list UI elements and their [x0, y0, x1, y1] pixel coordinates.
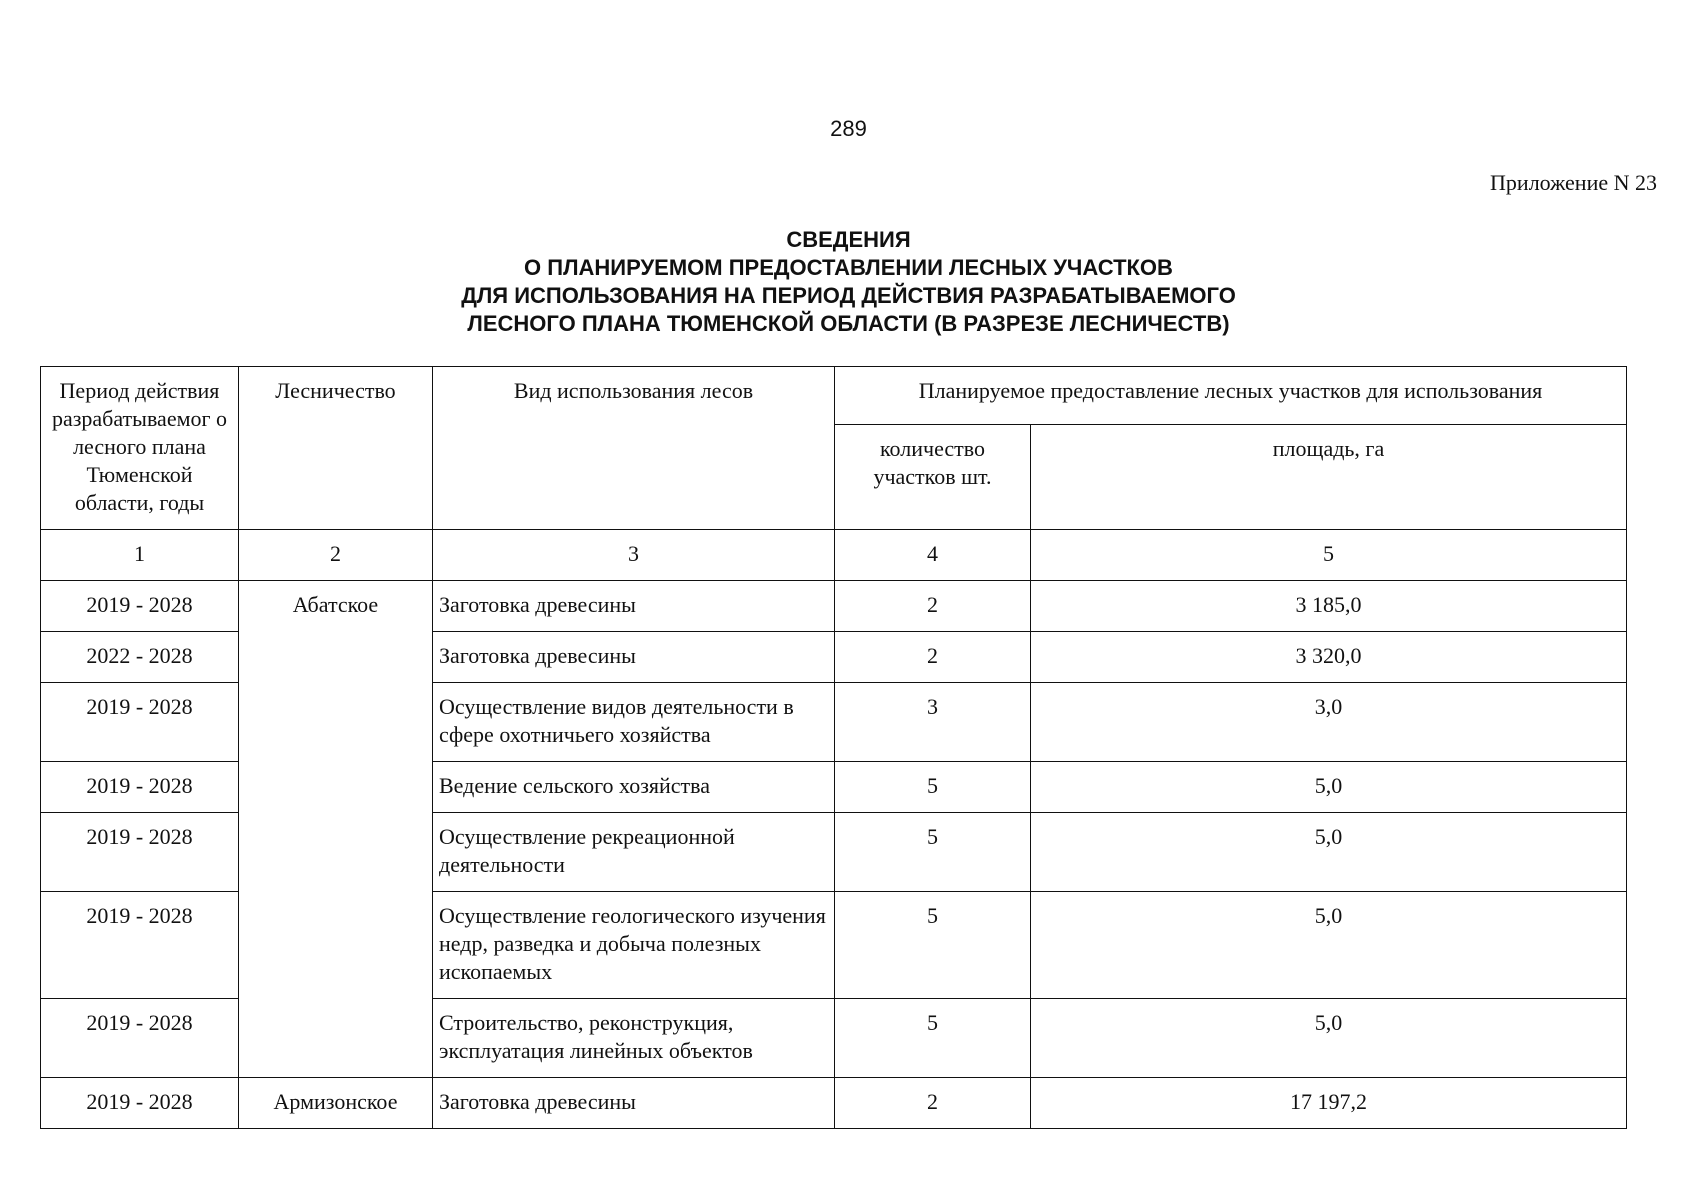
- area-cell: 5,0: [1031, 813, 1627, 892]
- header-count: количество участков шт.: [835, 425, 1031, 530]
- title-line: СВЕДЕНИЯ: [786, 227, 911, 252]
- header-row: [41, 367, 1627, 425]
- header-forestry: Лесничество: [239, 367, 433, 530]
- period-cell: 2022 - 2028: [41, 632, 239, 683]
- title-line: ДЛЯ ИСПОЛЬЗОВАНИЯ НА ПЕРИОД ДЕЙСТВИЯ РАЗРАБАТЫВАЕМОГО: [461, 283, 1236, 308]
- column-number-row: [41, 530, 1627, 581]
- area-cell: 5,0: [1031, 762, 1627, 813]
- count-cell: 5: [835, 813, 1031, 892]
- area-cell: 3 185,0: [1031, 581, 1627, 632]
- use-type-cell: Осуществление видов деятельности в сфере охотничьего хозяйства: [433, 683, 835, 762]
- header-use-type: Вид использования лесов: [433, 367, 835, 530]
- count-cell: 2: [835, 632, 1031, 683]
- forest-plots-table: [40, 366, 1627, 1129]
- area-cell: 3,0: [1031, 683, 1627, 762]
- title-line: ЛЕСНОГО ПЛАНА ТЮМЕНСКОЙ ОБЛАСТИ (В РАЗРЕЗЕ ЛЕСНИЧЕСТВ): [467, 311, 1230, 336]
- header-period: Период действия разрабатываемог о лесного плана Тюменской области, годы: [41, 367, 239, 530]
- column-number: 4: [835, 530, 1031, 581]
- table-row: [41, 581, 1627, 632]
- forestry-cell: Армизонское: [239, 1078, 433, 1129]
- area-cell: 3 320,0: [1031, 632, 1627, 683]
- period-cell: 2019 - 2028: [41, 813, 239, 892]
- column-number: 3: [433, 530, 835, 581]
- forestry-cell: Абатское: [239, 581, 433, 1078]
- period-cell: 2019 - 2028: [41, 683, 239, 762]
- use-type-cell: Строительство, реконструкция, эксплуатация линейных объектов: [433, 999, 835, 1078]
- table-row: [41, 1078, 1627, 1129]
- use-type-cell: Ведение сельского хозяйства: [433, 762, 835, 813]
- use-type-cell: Заготовка древесины: [433, 581, 835, 632]
- header-area: площадь, га: [1031, 425, 1627, 530]
- count-cell: 2: [835, 581, 1031, 632]
- period-cell: 2019 - 2028: [41, 999, 239, 1078]
- use-type-cell: Осуществление геологического изучения недр, разведка и добыча полезных ископаемых: [433, 892, 835, 999]
- use-type-cell: Осуществление рекреационной деятельности: [433, 813, 835, 892]
- column-number: 5: [1031, 530, 1627, 581]
- period-cell: 2019 - 2028: [41, 892, 239, 999]
- count-cell: 5: [835, 999, 1031, 1078]
- column-number: 1: [41, 530, 239, 581]
- area-cell: 5,0: [1031, 892, 1627, 999]
- count-cell: 2: [835, 1078, 1031, 1129]
- period-cell: 2019 - 2028: [41, 762, 239, 813]
- period-cell: 2019 - 2028: [41, 1078, 239, 1129]
- use-type-cell: Заготовка древесины: [433, 1078, 835, 1129]
- count-cell: 5: [835, 762, 1031, 813]
- count-cell: 3: [835, 683, 1031, 762]
- count-cell: 5: [835, 892, 1031, 999]
- document-title: [0, 226, 1697, 338]
- column-number: 2: [239, 530, 433, 581]
- page-number: 289: [830, 116, 867, 141]
- area-cell: 17 197,2: [1031, 1078, 1627, 1129]
- appendix-label: Приложение N 23: [1490, 170, 1657, 195]
- header-planned-group: Планируемое предоставление лесных участков для использования: [835, 367, 1627, 425]
- period-cell: 2019 - 2028: [41, 581, 239, 632]
- title-line: О ПЛАНИРУЕМОМ ПРЕДОСТАВЛЕНИИ ЛЕСНЫХ УЧАСТКОВ: [524, 255, 1173, 280]
- area-cell: 5,0: [1031, 999, 1627, 1078]
- use-type-cell: Заготовка древесины: [433, 632, 835, 683]
